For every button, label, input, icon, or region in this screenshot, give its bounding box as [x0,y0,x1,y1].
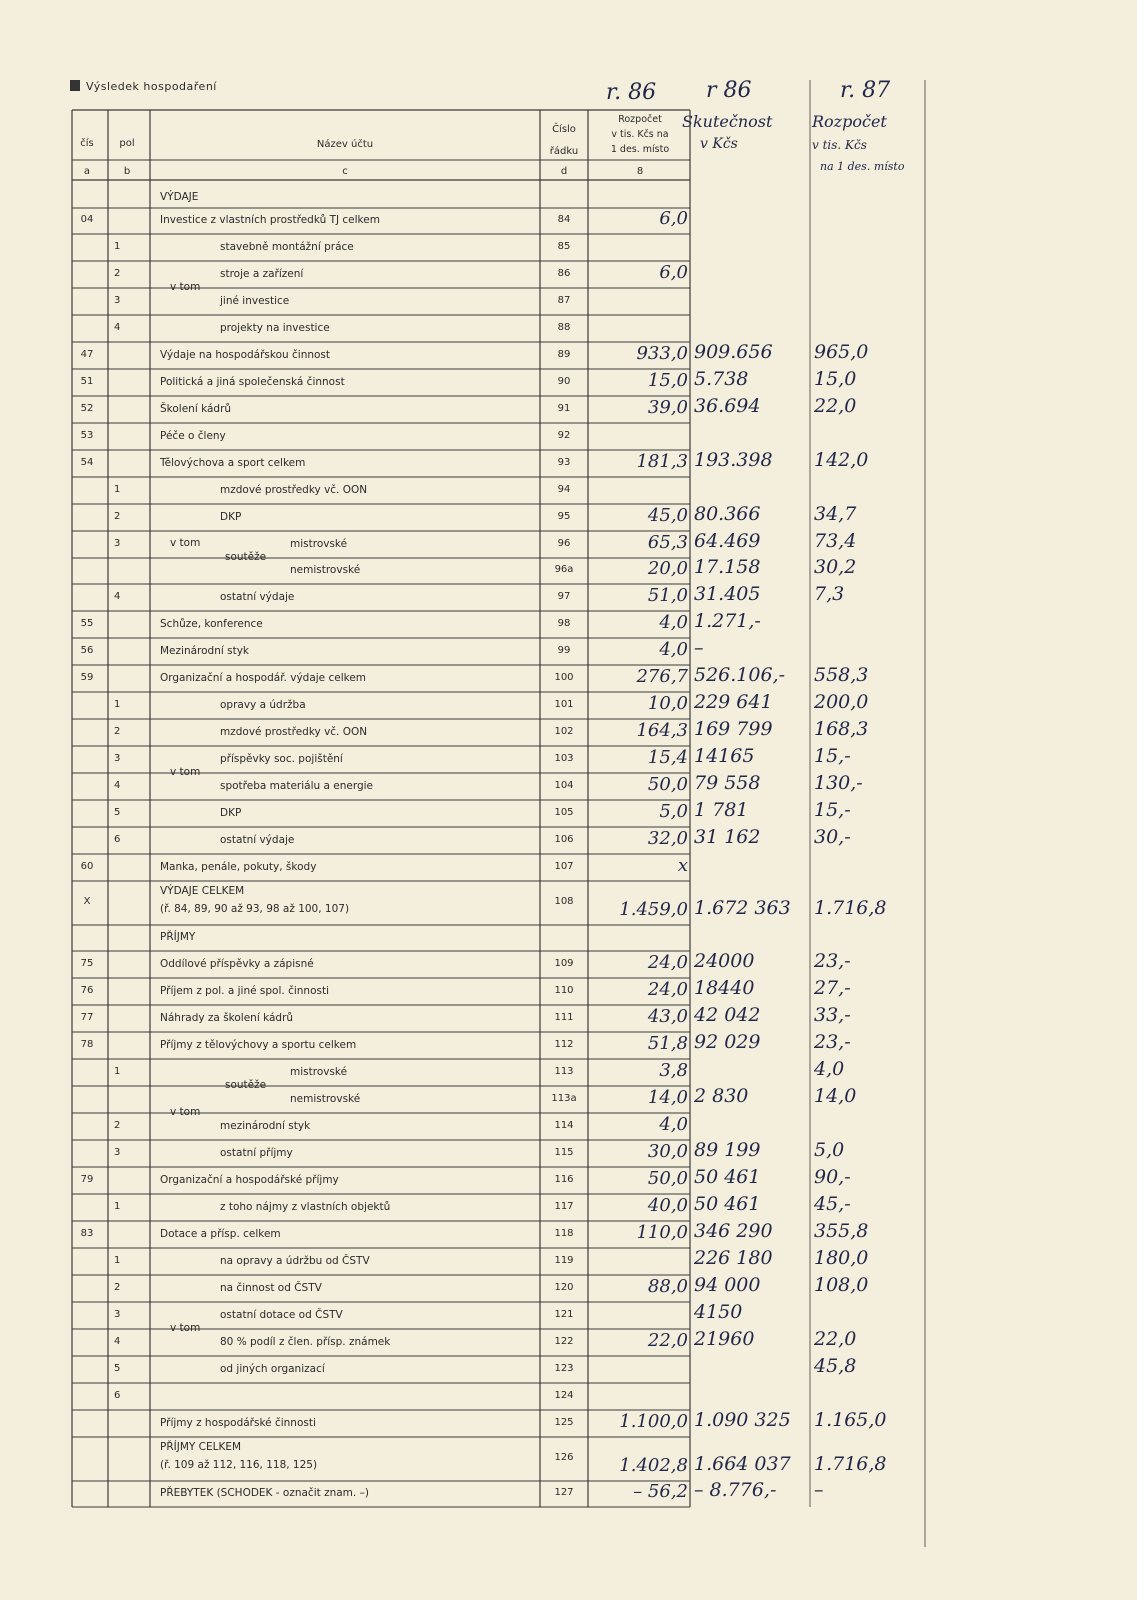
row-budget-87: 22,0 [814,1328,857,1350]
row-budget-86: 88,0 [647,1276,688,1297]
row-budget-86: 4,0 [659,612,688,633]
row-budget-87: 4,0 [814,1058,845,1080]
row-code: 53 [80,429,94,441]
row-actual-86: 1 781 [694,799,749,821]
row-pol: 5 [114,1362,121,1374]
header-rozpocet87-3: na 1 des. místo [820,160,905,173]
v-tom-label: v tom [170,766,201,778]
header-rozpocet87-2: v tis. Kčs [812,138,867,152]
row-budget-86: 4,0 [659,1114,688,1135]
row-number: 125 [554,1416,574,1428]
row-label: DKP [220,510,242,523]
row-actual-86: 31 162 [694,826,761,848]
row-actual-86: 79 558 [694,772,761,794]
row-number: 101 [554,698,574,710]
row-budget-87: 45,8 [814,1355,857,1377]
row-code: 78 [80,1038,94,1050]
row-budget-86: 6,0 [659,208,688,229]
row-number: 115 [554,1146,574,1158]
row-number: 124 [554,1389,574,1401]
row-budget-86: 3,8 [659,1060,688,1081]
row-number: 86 [557,267,571,279]
row-budget-87: 200,0 [814,691,869,713]
header-rozpocet-2: v tis. Kčs na [611,129,669,140]
row-actual-86: 909.656 [694,341,773,363]
row-number: 94 [557,483,571,495]
row-budget-87: 965,0 [814,341,869,363]
header-cislo-1: Číslo [552,124,576,135]
row-label: Příjmy z tělovýchovy a sportu celkem [160,1038,357,1051]
row-budget-87: 34,7 [814,503,857,525]
header-nazev: Název účtu [316,139,374,150]
row-code: 04 [80,214,94,225]
row-number: 113a [551,1092,577,1104]
row-code: X [83,896,91,907]
row-label: Školení kádrů [160,402,232,415]
row-label: Tělovýchova a sport celkem [160,456,306,469]
row-budget-86: 50,0 [647,774,688,795]
row-number: 103 [554,752,574,764]
row-label: nemistrovské [290,564,361,576]
annotation-r86-budget: r. 86 [606,80,657,105]
row-budget-87: – [814,1479,824,1501]
row-pol: 2 [114,1281,121,1293]
row-number: 112 [554,1038,574,1050]
v-tom-label: v tom [170,537,201,549]
row-budget-87: 1.165,0 [814,1409,887,1431]
row-label: Oddílové příspěvky a zápisné [160,957,314,970]
row-pol: 6 [114,1389,121,1401]
row-budget-86: 51,0 [647,585,688,606]
row-actual-86: 169 799 [694,718,773,740]
row-number: 89 [557,348,571,360]
row-label-note: (ř. 84, 89, 90 až 93, 98 až 100, 107) [160,903,350,915]
row-actual-86: 21960 [694,1328,755,1350]
row-label: mistrovské [290,537,348,550]
row-budget-87: 23,- [814,1031,851,1053]
row-budget-87: 1.716,8 [814,1453,887,1475]
row-budget-86: 50,0 [647,1168,688,1189]
row-budget-87: 30,2 [814,556,857,578]
row-actual-86: 64.469 [694,530,761,552]
row-budget-86: 65,3 [647,532,688,553]
row-label: VÝDAJE [160,191,199,203]
row-budget-87: 5,0 [814,1139,845,1161]
row-label: ostatní výdaje [220,833,295,846]
row-budget-86: 45,0 [647,505,688,526]
row-budget-86: 32,0 [647,828,688,849]
row-number: 111 [554,1011,574,1023]
row-budget-86: x [677,855,688,876]
row-budget-86: 276,7 [636,666,688,687]
v-tom-label: v tom [170,281,201,293]
row-label: VÝDAJE CELKEM [160,885,245,897]
row-label: od jiných organizací [220,1362,325,1375]
row-pol: 6 [114,833,121,845]
row-budget-87: 15,0 [814,368,857,390]
row-pol: 2 [114,1119,121,1131]
row-budget-87: 14,0 [814,1085,857,1107]
row-actual-86: 229 641 [694,691,773,713]
row-pol: 1 [114,1065,121,1077]
row-label: ostatní výdaje [220,590,295,603]
row-number: 97 [557,590,571,602]
row-label: Organizační a hospodář. výdaje celkem [160,671,367,684]
row-budget-86: 10,0 [647,693,688,714]
row-number: 88 [557,321,571,333]
letter-e: 8 [636,166,644,177]
row-actual-86: 1.664 037 [694,1453,791,1475]
row-pol: 5 [114,806,121,818]
row-budget-86: 43,0 [647,1006,688,1027]
row-label: Dotace a přísp. celkem [160,1227,281,1240]
row-number: 114 [554,1119,574,1131]
row-actual-86: 18440 [694,977,755,999]
row-number: 90 [557,375,571,387]
row-budget-87: 7,3 [814,583,845,605]
row-actual-86: 94 000 [694,1274,761,1296]
row-budget-87: 15,- [814,745,851,767]
row-actual-86: 4150 [694,1301,743,1323]
row-pol: 2 [114,725,121,737]
row-number: 117 [554,1200,574,1212]
row-label: stavebně montážní práce [220,240,354,253]
row-label: Příjmy z hospodářské činnosti [160,1416,316,1429]
row-number: 91 [557,402,571,414]
row-label: Investice z vlastních prostředků TJ celkem [160,214,380,226]
row-actual-86: – 8.776,- [694,1479,777,1501]
row-budget-87: 108,0 [814,1274,869,1296]
header-rozpocet87-1: Rozpočet [812,112,887,131]
row-actual-86: 92 029 [694,1031,761,1053]
row-number: 108 [554,896,574,907]
row-label: Příjem z pol. a jiné spol. činnosti [160,984,329,997]
header-cis: čís [80,138,94,149]
row-number: 113 [554,1065,574,1077]
letter-c: c [342,166,348,177]
row-label: Organizační a hospodářské příjmy [160,1173,339,1186]
row-code: 76 [80,984,94,996]
row-budget-87: 130,- [814,772,863,794]
row-pol: 3 [114,294,121,306]
row-number: 102 [554,725,574,737]
row-number: 96 [557,537,571,549]
row-pol: 1 [114,1254,121,1266]
row-pol: 3 [114,1308,121,1320]
row-label: PŘEBYTEK (SCHODEK - označit znam. –) [160,1487,369,1499]
row-pol: 4 [114,1335,121,1347]
row-actual-86: 226 180 [694,1247,773,1269]
row-budget-87: 558,3 [814,664,869,686]
row-code: 55 [80,617,94,629]
row-number: 122 [554,1335,574,1347]
row-budget-86: 6,0 [659,262,688,283]
row-actual-86: 17.158 [694,556,761,578]
row-actual-86: 24000 [694,950,755,972]
row-number: 126 [554,1452,574,1463]
row-budget-86: 40,0 [647,1195,688,1216]
row-number: 109 [554,957,574,969]
row-label: Politická a jiná společenská činnost [160,375,345,388]
row-budget-87: 1.716,8 [814,897,887,919]
v-tom-label: v tom [170,1322,201,1334]
row-number: 85 [557,240,571,252]
row-actual-86: 1.090 325 [694,1409,791,1431]
row-budget-86: 30,0 [647,1141,688,1162]
header-cislo-2: řádku [549,146,579,157]
row-budget-86: 24,0 [647,979,688,1000]
row-actual-86: 14165 [694,745,755,767]
row-code: 52 [80,402,94,414]
row-pol: 2 [114,267,121,279]
row-budget-87: 355,8 [814,1220,869,1242]
row-label: Manka, penále, pokuty, škody [160,860,317,873]
row-actual-86: 193.398 [694,449,773,471]
row-label: projekty na investice [220,321,330,334]
row-budget-86: 5,0 [659,801,688,822]
header-rozpocet-1: Rozpočet [618,114,662,125]
row-budget-86: 14,0 [647,1087,688,1108]
soutaze-label: soutěže [225,1079,267,1091]
row-label: příspěvky soc. pojištění [220,752,343,765]
row-pol: 1 [114,240,121,252]
row-budget-87: 30,- [814,826,851,848]
row-budget-87: 142,0 [814,449,869,471]
row-actual-86: 89 199 [694,1139,761,1161]
row-budget-86: 39,0 [647,397,688,418]
row-label: Péče o členy [160,429,226,442]
row-number: 121 [554,1308,574,1320]
header-skutecnost-1: Skutečnost [682,112,773,131]
row-code: 83 [80,1227,94,1239]
row-budget-86: 24,0 [647,952,688,973]
row-label: PŘÍJMY [160,931,196,943]
row-pol: 2 [114,510,121,522]
header-pol: pol [119,138,135,149]
row-number: 87 [557,294,571,306]
row-number: 110 [554,984,574,996]
row-label: PŘÍJMY CELKEM [160,1441,242,1453]
row-budget-86: 110,0 [636,1222,688,1243]
row-pol: 4 [114,779,121,791]
row-budget-86: 20,0 [647,558,688,579]
row-label: DKP [220,806,242,819]
row-number: 92 [557,429,571,441]
row-number: 119 [554,1254,574,1266]
letter-d: d [560,166,568,177]
annotation-r87-budget: r. 87 [840,78,891,103]
row-budget-87: 168,3 [814,718,869,740]
row-number: 120 [554,1281,574,1293]
row-actual-86: 31.405 [694,583,761,605]
row-budget-87: 22,0 [814,395,857,417]
row-budget-86: 4,0 [659,639,688,660]
row-budget-87: 90,- [814,1166,851,1188]
row-pol: 4 [114,590,121,602]
annotation-r86-actual: r 86 [706,78,752,103]
row-label: mezinárodní styk [220,1119,311,1132]
row-number: 116 [554,1173,574,1185]
row-code: 77 [80,1011,94,1023]
row-code: 54 [80,456,94,468]
row-actual-86: 526.106,- [694,664,786,686]
row-label: na opravy a údržbu od ČSTV [220,1254,370,1267]
row-number: 93 [557,456,571,468]
row-code: 60 [80,860,94,872]
row-label: z toho nájmy z vlastních objektů [220,1200,391,1213]
row-code: 56 [80,644,94,656]
row-actual-86: 2 830 [694,1085,749,1107]
row-label: Schůze, konference [160,617,263,630]
row-number: 96a [554,564,574,575]
letter-b: b [123,166,131,177]
row-pol: 1 [114,1200,121,1212]
header-rozpocet-3: 1 des. místo [610,144,670,155]
row-pol: 3 [114,537,121,549]
row-number: 107 [554,860,574,872]
row-number: 100 [554,671,574,683]
row-budget-86: – 56,2 [633,1481,688,1502]
row-label: mistrovské [290,1065,348,1078]
row-label: na činnost od ČSTV [220,1281,322,1294]
row-label: mzdové prostředky vč. OON [220,725,368,738]
row-label: ostatní příjmy [220,1146,293,1159]
row-label: stroje a zařízení [220,267,304,280]
row-budget-86: 1.459,0 [619,899,688,920]
row-pol: 1 [114,483,121,495]
row-budget-86: 1.100,0 [619,1411,688,1432]
row-actual-86: – [694,637,704,659]
row-label: ostatní dotace od ČSTV [220,1308,343,1321]
row-actual-86: 36.694 [694,395,761,417]
row-budget-86: 933,0 [636,343,688,364]
row-budget-86: 1.402,8 [619,1455,688,1476]
letter-a: a [83,166,91,177]
row-actual-86: 50 461 [694,1193,761,1215]
row-actual-86: 5.738 [694,368,749,390]
row-number: 106 [554,833,574,845]
row-number: 127 [554,1487,574,1498]
row-number: 105 [554,806,574,818]
row-actual-86: 1.271,- [694,610,761,632]
row-code: 59 [80,671,94,683]
header-skutecnost-2: v Kčs [700,136,738,152]
row-code: 51 [80,375,94,387]
row-pol: 1 [114,698,121,710]
section-title: Výsledek hospodaření [70,80,217,93]
row-pol: 3 [114,1146,121,1158]
soutaze-label: soutěže [225,550,267,563]
row-number: 84 [557,214,571,225]
row-number: 104 [554,779,574,791]
row-label-note: (ř. 109 až 112, 116, 118, 125) [160,1459,318,1471]
row-number: 98 [557,617,571,629]
row-code: 79 [80,1173,94,1185]
row-label: nemistrovské [290,1092,361,1105]
row-label: mzdové prostředky vč. OON [220,483,368,496]
row-actual-86: 346 290 [694,1220,773,1242]
row-budget-86: 15,4 [647,747,688,768]
v-tom-label: v tom [170,1106,201,1118]
row-pol: 4 [114,321,121,333]
row-budget-86: 164,3 [636,720,688,741]
row-budget-87: 23,- [814,950,851,972]
row-label: Náhrady za školení kádrů [160,1011,294,1024]
row-label: opravy a údržba [220,698,306,711]
row-budget-86: 15,0 [647,370,688,391]
row-budget-86: 51,8 [647,1033,688,1054]
row-pol: 3 [114,752,121,764]
row-budget-87: 73,4 [814,530,857,552]
row-budget-87: 45,- [814,1193,851,1215]
row-number: 123 [554,1362,574,1374]
row-code: 47 [80,348,94,360]
row-actual-86: 42 042 [694,1004,761,1026]
row-actual-86: 50 461 [694,1166,761,1188]
row-budget-86: 181,3 [636,451,688,472]
row-number: 95 [557,510,571,522]
row-label: spotřeba materiálu a energie [220,779,373,792]
row-budget-87: 33,- [814,1004,851,1026]
row-code: 75 [80,957,94,969]
row-label: 80 % podíl z člen. přísp. známek [220,1335,391,1348]
row-budget-87: 180,0 [814,1247,869,1269]
row-actual-86: 1.672 363 [694,897,791,919]
row-label: jiné investice [220,294,290,307]
row-number: 99 [557,644,571,656]
row-label: Výdaje na hospodářskou činnost [160,348,331,361]
row-budget-87: 15,- [814,799,851,821]
row-budget-87: 27,- [814,977,851,999]
row-actual-86: 80.366 [694,503,761,525]
row-number: 118 [554,1227,574,1239]
row-budget-86: 22,0 [647,1330,688,1351]
row-label: Mezinárodní styk [160,644,250,657]
